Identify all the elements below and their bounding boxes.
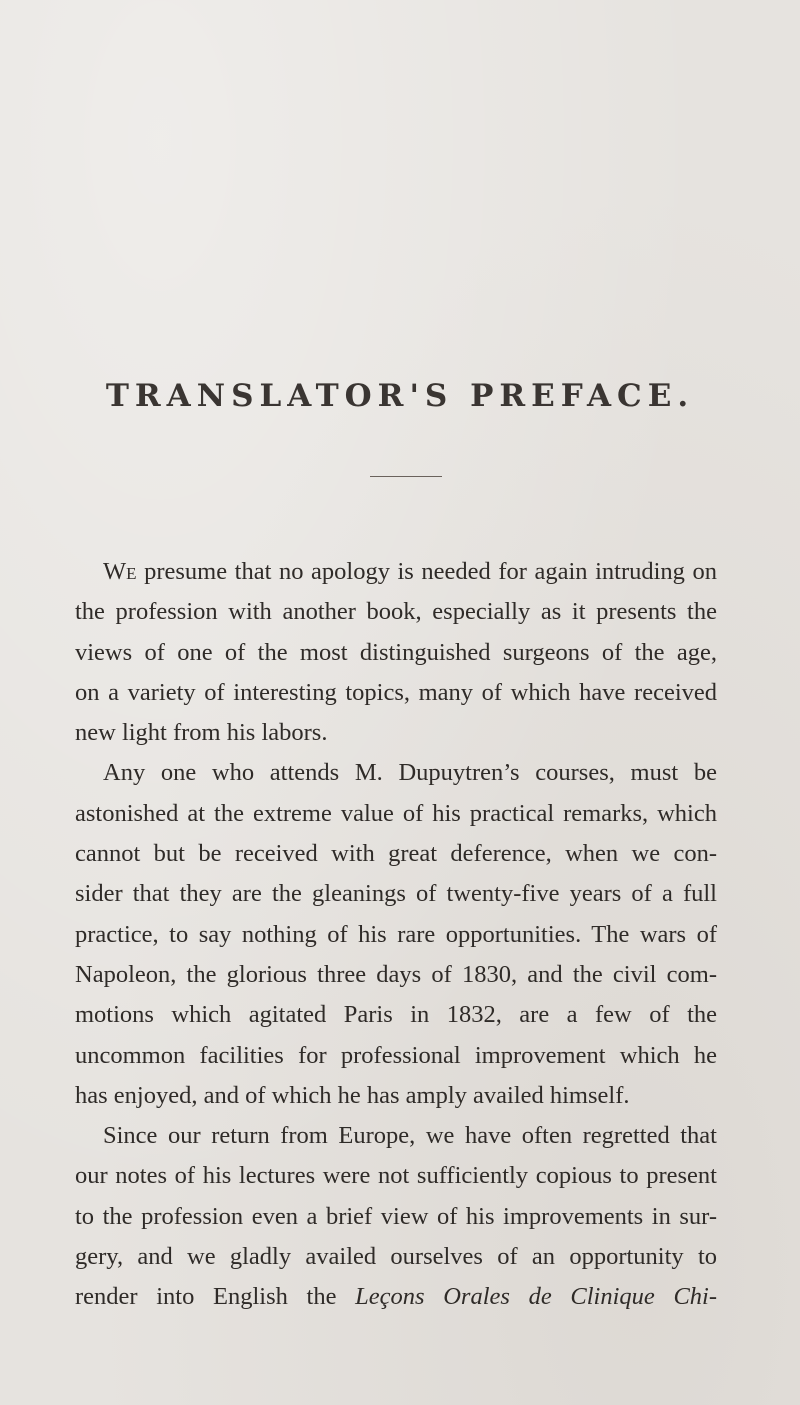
drop-lead-word: We	[103, 558, 137, 585]
text-line: cannot but be received with great deference, when we con-	[75, 840, 717, 868]
text-line: practice, to say nothing of his rare opportunities. The wars of	[75, 920, 717, 948]
book-title-italic: Leçons Orales de Clinique Chi-	[355, 1283, 717, 1311]
text-line: on a variety of interesting topics, many of which have received	[75, 678, 717, 706]
text-line: sider that they are the gleanings of twenty-five years of a full	[75, 880, 717, 908]
text-line: motions which agitated Paris in 1832, are a few of the	[75, 1001, 717, 1029]
text-line-content: presume that no apology is needed for again intruding on	[136, 558, 717, 585]
text-line	[75, 552, 717, 592]
text-line: has enjoyed, and of which he has amply availed himself.	[75, 1081, 630, 1109]
text-line: Any one who attends M. Dupuytren’s courses, must be	[103, 759, 717, 787]
text-line: astonished at the extreme value of his practical remarks, which	[75, 799, 717, 827]
preface-body	[75, 552, 717, 1318]
text-line-content: render into English the	[75, 1283, 356, 1311]
text-line: uncommon facilities for professional improvement which he	[75, 1041, 717, 1069]
text-line: gery, and we gladly availed ourselves of an opportunity to	[75, 1243, 717, 1271]
text-line	[75, 1277, 717, 1317]
text-line: the profession with another book, especially as it presents the	[75, 598, 717, 626]
text-line: Since our return from Europe, we have often regretted that	[103, 1122, 717, 1150]
page-title: TRANSLATOR'S PREFACE.	[105, 378, 695, 414]
text-line: to the profession even a brief view of his improvements in sur-	[75, 1202, 717, 1230]
text-line: views of one of the most distinguished surgeons of the age,	[75, 638, 717, 666]
text-line: our notes of his lectures were not sufficiently copious to present	[75, 1162, 717, 1190]
title-rule	[370, 476, 442, 477]
text-line: new light from his labors.	[75, 719, 328, 747]
text-line: Napoleon, the glorious three days of 1830, and the civil com-	[75, 960, 717, 988]
